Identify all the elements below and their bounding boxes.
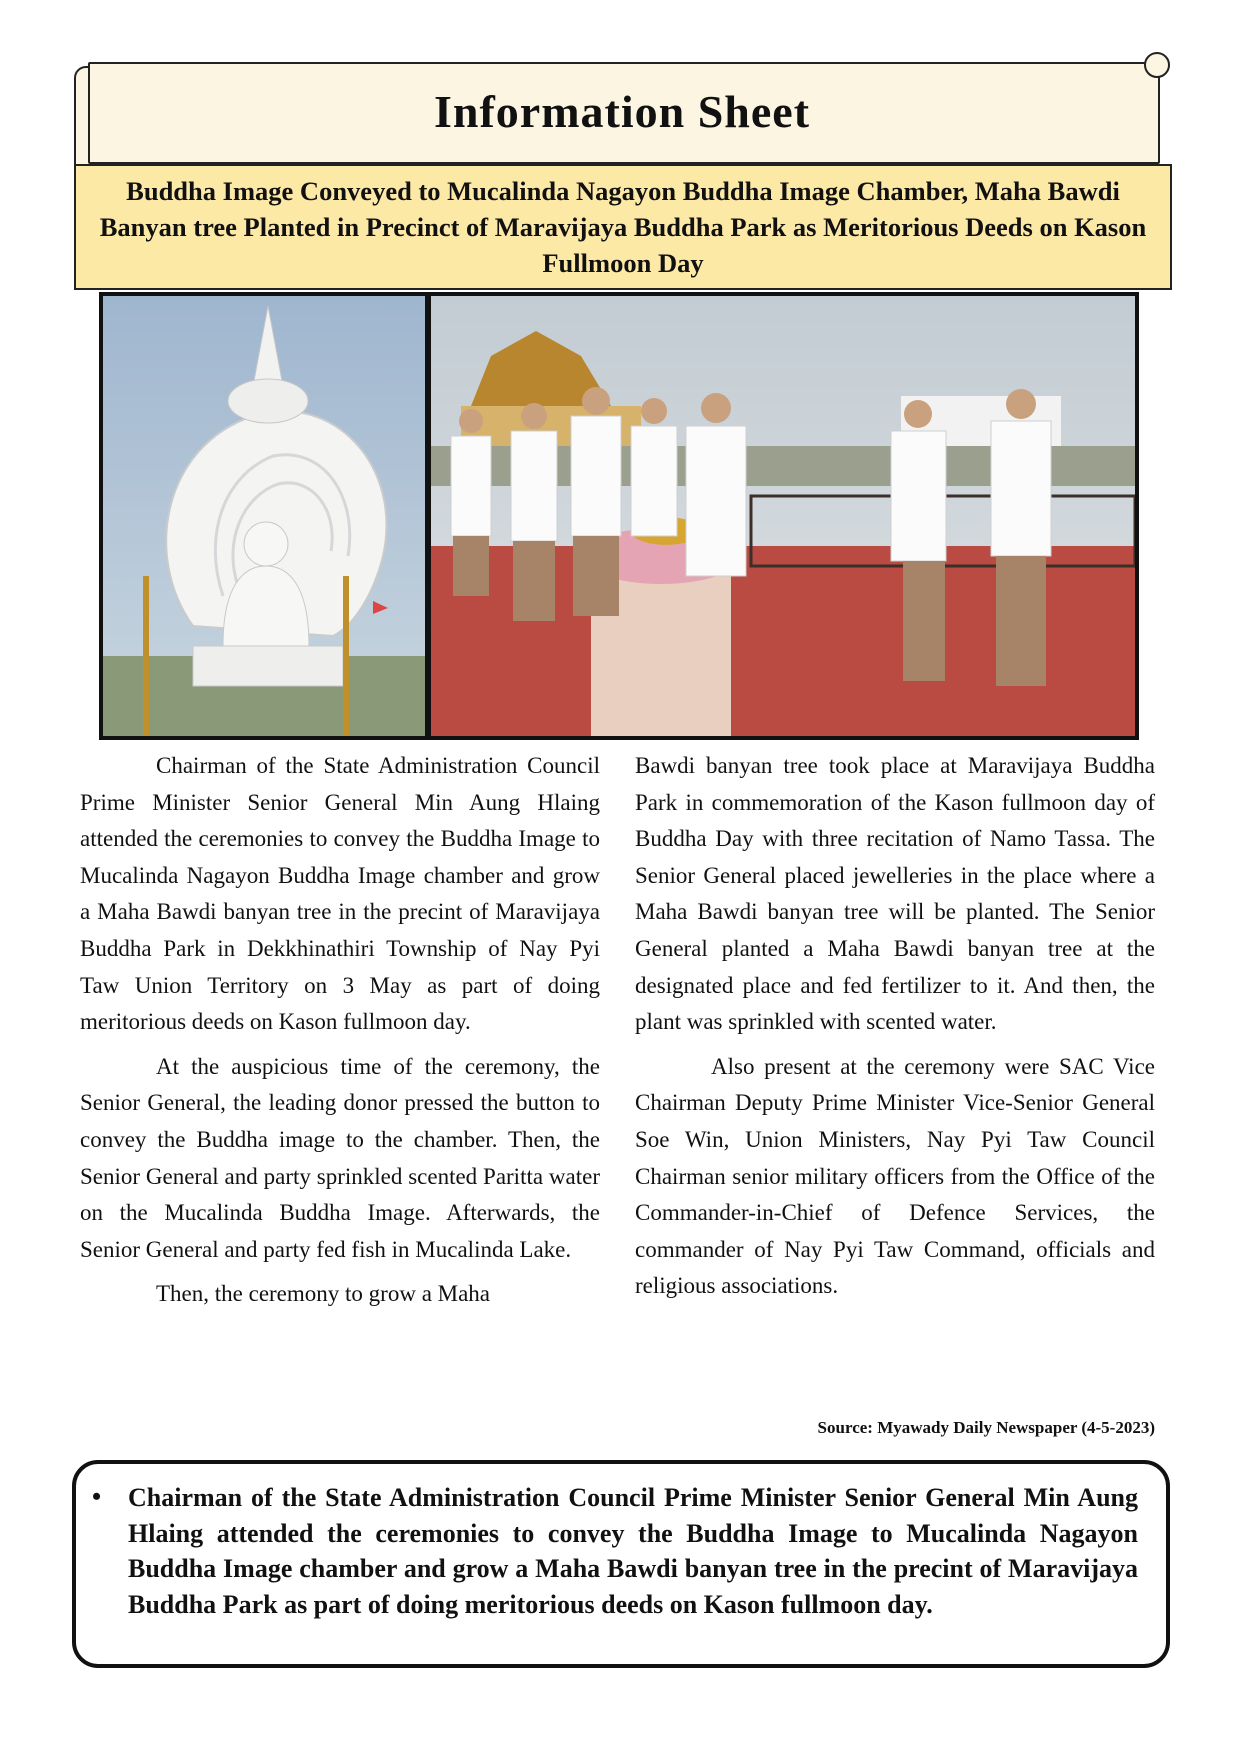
article-paragraph: Also present at the ceremony were SAC Vice Chairman Deputy Prime Minister Vice-Senior General Soe Win, Union Ministers, Nay Pyi Taw Council Chairman senior military officers from the Office of the Commander-in-Chief of Defence Services, the commander of Nay Pyi Taw Command, officials and religious associations.: [635, 1053, 1155, 1299]
source-citation: Source: Myawady Daily Newspaper (4-5-2023): [817, 1418, 1155, 1437]
headline-box: Buddha Image Conveyed to Mucalinda Nagayon Buddha Image Chamber, Maha Bawdi Banyan tree Planted in Precinct of Maravijaya Buddha Park as Meritorious Deeds on Kason Fullmoon Day: [74, 164, 1172, 290]
article-paragraph: Bawdi banyan tree took place at Maravijaya Buddha Park in commemoration of the Kason fullmoon day of Buddha Day with three recitation of Namo Tassa. The Senior General placed jewelleries in the place where a Maha Bawdi banyan tree will be planted. The Senior General planted a Maha Bawdi banyan tree at the designated place and fed fertilizer to it. And then, the plant was sprinkled with scented water.: [635, 753, 1155, 1035]
buddha-statue-photo: [103, 296, 425, 736]
title-scroll-banner: [74, 62, 1170, 162]
article-paragraph: Then, the ceremony to grow a Maha: [156, 1281, 491, 1307]
article-column-right: [635, 748, 1155, 1313]
summary-text: Chairman of the State Administration Council Prime Minister Senior General Min Aung Hlaing attended the ceremonies to convey the Buddha Image to Mucalinda Nagayon Buddha Image chamber and grow a Maha Bawdi banyan tree in the precint of Maravijaya Buddha Park as part of doing meritorious deeds on Kason fullmoon day.: [128, 1483, 1138, 1619]
article-paragraph: At the auspicious time of the ceremony, the Senior General, the leading donor pressed the button to convey the Buddha image to the chamber. Then, the Senior General and party sprinkled scented Paritta water on the Mucalinda Buddha Image. Afterwards, the Senior General and party fed fish in Mucalinda Lake.: [80, 1053, 600, 1262]
photo-frame: [99, 292, 1139, 740]
article-column-left: [80, 748, 600, 1321]
ceremony-photo: [431, 296, 1135, 736]
page-title: Information Sheet: [433, 85, 811, 137]
summary-box: [72, 1460, 1170, 1668]
bullet-icon: •: [92, 1482, 102, 1511]
article-paragraph: Chairman of the State Administration Council Prime Minister Senior General Min Aung Hlaing attended the ceremonies to convey the Buddha Image to Mucalinda Nagayon Buddha Image chamber and grow a Maha Bawdi banyan tree in the precint of Maravijaya Buddha Park in Dekkhinathiri Township of Nay Pyi Taw Union Territory on 3 May as part of doing meritorious deeds on Kason fullmoon day.: [80, 753, 600, 1035]
